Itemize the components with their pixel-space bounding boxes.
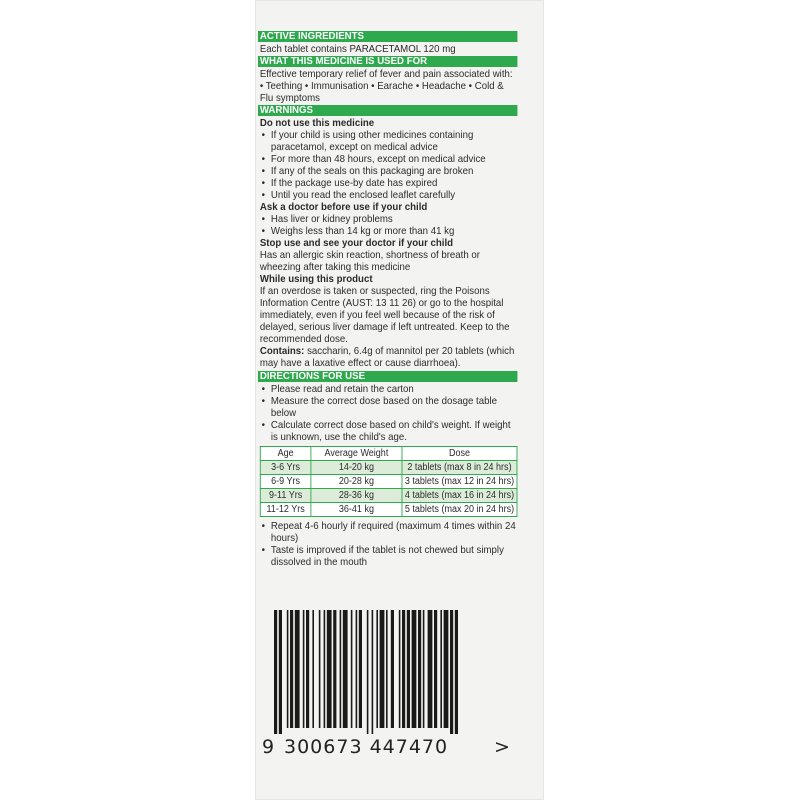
- barcode-bar: [399, 610, 401, 728]
- contains-text: [258, 345, 517, 369]
- barcode-bar: [391, 610, 394, 728]
- barcode-bar: [440, 610, 442, 728]
- table-cell: 11-12 Yrs: [260, 503, 311, 517]
- barcode-bar: [386, 610, 388, 728]
- while-using-title: While using this product: [259, 273, 373, 285]
- warnings-header: WARNINGS: [258, 105, 517, 116]
- barcode-bar: [356, 610, 358, 728]
- list-item: • If the package use-by date has expired: [258, 177, 517, 189]
- barcode-bar: [290, 610, 293, 728]
- table-cell: 4 tablets (max 16 in 24 hrs): [402, 489, 517, 503]
- directions-header: DIRECTIONS FOR USE: [258, 371, 517, 382]
- barcode-bar: [434, 610, 437, 728]
- uses-header: WHAT THIS MEDICINE IS USED FOR: [258, 56, 517, 67]
- barcode-bar: [312, 610, 314, 728]
- table-cell: 5 tablets (max 20 in 24 hrs): [402, 503, 517, 517]
- list-item: • If any of the seals on this packaging are broken: [258, 165, 517, 177]
- contains-label: Contains:: [259, 345, 305, 357]
- stop-use-title: Stop use and see your doctor if your child: [259, 237, 454, 249]
- barcode-bar: [279, 610, 282, 734]
- table-cell: 3 tablets (max 12 in 24 hrs): [402, 475, 517, 489]
- barcode-end-mark: >: [494, 736, 511, 758]
- do-not-use-title: Do not use this medicine: [259, 117, 375, 129]
- directions-list: [258, 383, 517, 443]
- list-item: • Taste is improved if the tablet is not chewed but simply dissolved in the mouth: [258, 544, 517, 568]
- table-cell: 14-20 kg: [311, 461, 402, 475]
- barcode-bar: [367, 610, 369, 734]
- barcode-bar: [428, 610, 433, 728]
- barcode-bar: [407, 610, 410, 728]
- column-header-age: Age: [260, 447, 311, 461]
- barcode-bar: [343, 610, 348, 728]
- list-item: • Calculate correct dose based on child's weight. If weight is unknown, use the child's age.: [258, 419, 517, 443]
- list-item: • Please read and retain the carton: [258, 383, 517, 395]
- uses-list: • Teething • Immunisation • Earache • Headache • Cold & Flu symptoms: [259, 80, 504, 104]
- table-header-row: [260, 447, 517, 461]
- barcode-bar: [295, 610, 300, 728]
- barcode-first-digit: 9: [262, 736, 276, 758]
- barcode-bar: [287, 610, 289, 728]
- table-cell: 6-9 Yrs: [260, 475, 311, 489]
- barcode-bar: [412, 610, 417, 728]
- barcode-bar: [324, 610, 326, 728]
- column-header-weight: Average Weight: [311, 447, 402, 461]
- do-not-use-list: [258, 129, 517, 201]
- contains-detail: saccharin, 6.4g of mannitol per 20 tablets (which may have a laxative effect or cause diarrhoea).: [259, 345, 515, 369]
- barcode-bar: [333, 610, 336, 728]
- table-cell: 3-6 Yrs: [260, 461, 311, 475]
- barcode-bar: [376, 610, 378, 728]
- table-cell: 9-11 Yrs: [260, 489, 311, 503]
- list-item: • Until you read the enclosed leaflet carefully: [258, 189, 517, 201]
- list-item: • For more than 48 hours, except on medical advice: [258, 153, 517, 165]
- list-item: • Measure the correct dose based on the dosage table below: [258, 395, 517, 419]
- list-item: • Has liver or kidney problems: [258, 213, 517, 225]
- barcode-bar: [423, 610, 425, 728]
- table-cell: 2 tablets (max 8 in 24 hrs): [402, 461, 517, 475]
- barcode-bar: [327, 610, 332, 728]
- label-content: [258, 30, 517, 568]
- table-cell: 28-36 kg: [311, 489, 402, 503]
- barcode-bar: [340, 610, 342, 728]
- while-using-text: If an overdose is taken or suspected, ring the Poisons Information Centre (AUST: 13 11 26) or go to the hospital immediately, even if you feel well because of the risk of delayed, serious liver damage if left untreated. Keep to the recommended dose.: [259, 285, 510, 345]
- barcode-bar: [418, 610, 421, 728]
- ask-doctor-list: [258, 213, 517, 237]
- dosage-table: [260, 446, 518, 517]
- table-row: [260, 475, 517, 489]
- list-item: • Repeat 4-6 hourly if required (maximum 4 times within 24 hours): [258, 520, 517, 544]
- uses-intro: Effective temporary relief of fever and pain associated with:: [259, 68, 513, 80]
- table-row: [260, 461, 517, 475]
- table-row: [260, 489, 517, 503]
- barcode-bar: [359, 610, 362, 728]
- column-header-dose: Dose: [402, 447, 517, 461]
- ask-doctor-title: Ask a doctor before use if your child: [259, 201, 428, 213]
- barcode-bar: [444, 610, 449, 728]
- barcode-bar: [455, 610, 458, 734]
- after-table-list: [258, 520, 517, 568]
- barcode: [274, 610, 494, 734]
- barcode-bar: [319, 610, 321, 728]
- list-item: • If your child is using other medicines containing paracetamol, except on medical advice: [258, 129, 517, 153]
- barcode-bar: [351, 610, 353, 728]
- stop-use-text: Has an allergic skin reaction, shortness of breath or wheezing after taking this medicine: [259, 249, 480, 273]
- barcode-bar: [306, 610, 309, 728]
- active-ingredients-text: Each tablet contains PARACETAMOL 120 mg: [259, 43, 456, 55]
- barcode-bar: [380, 610, 385, 728]
- table-cell: 20-28 kg: [311, 475, 402, 489]
- barcode-bar: [402, 610, 405, 728]
- list-item: • Weighs less than 14 kg or more than 41 kg: [258, 225, 517, 237]
- active-ingredients-header: ACTIVE INGREDIENTS: [258, 31, 517, 42]
- barcode-bar: [372, 610, 374, 734]
- barcode-digits: 300673 447470: [284, 736, 449, 758]
- table-cell: 36-41 kg: [311, 503, 402, 517]
- table-row: [260, 503, 517, 517]
- barcode-bar: [450, 610, 453, 734]
- barcode-number: [262, 736, 511, 758]
- barcode-bar: [274, 610, 277, 734]
- barcode-bar: [303, 610, 305, 728]
